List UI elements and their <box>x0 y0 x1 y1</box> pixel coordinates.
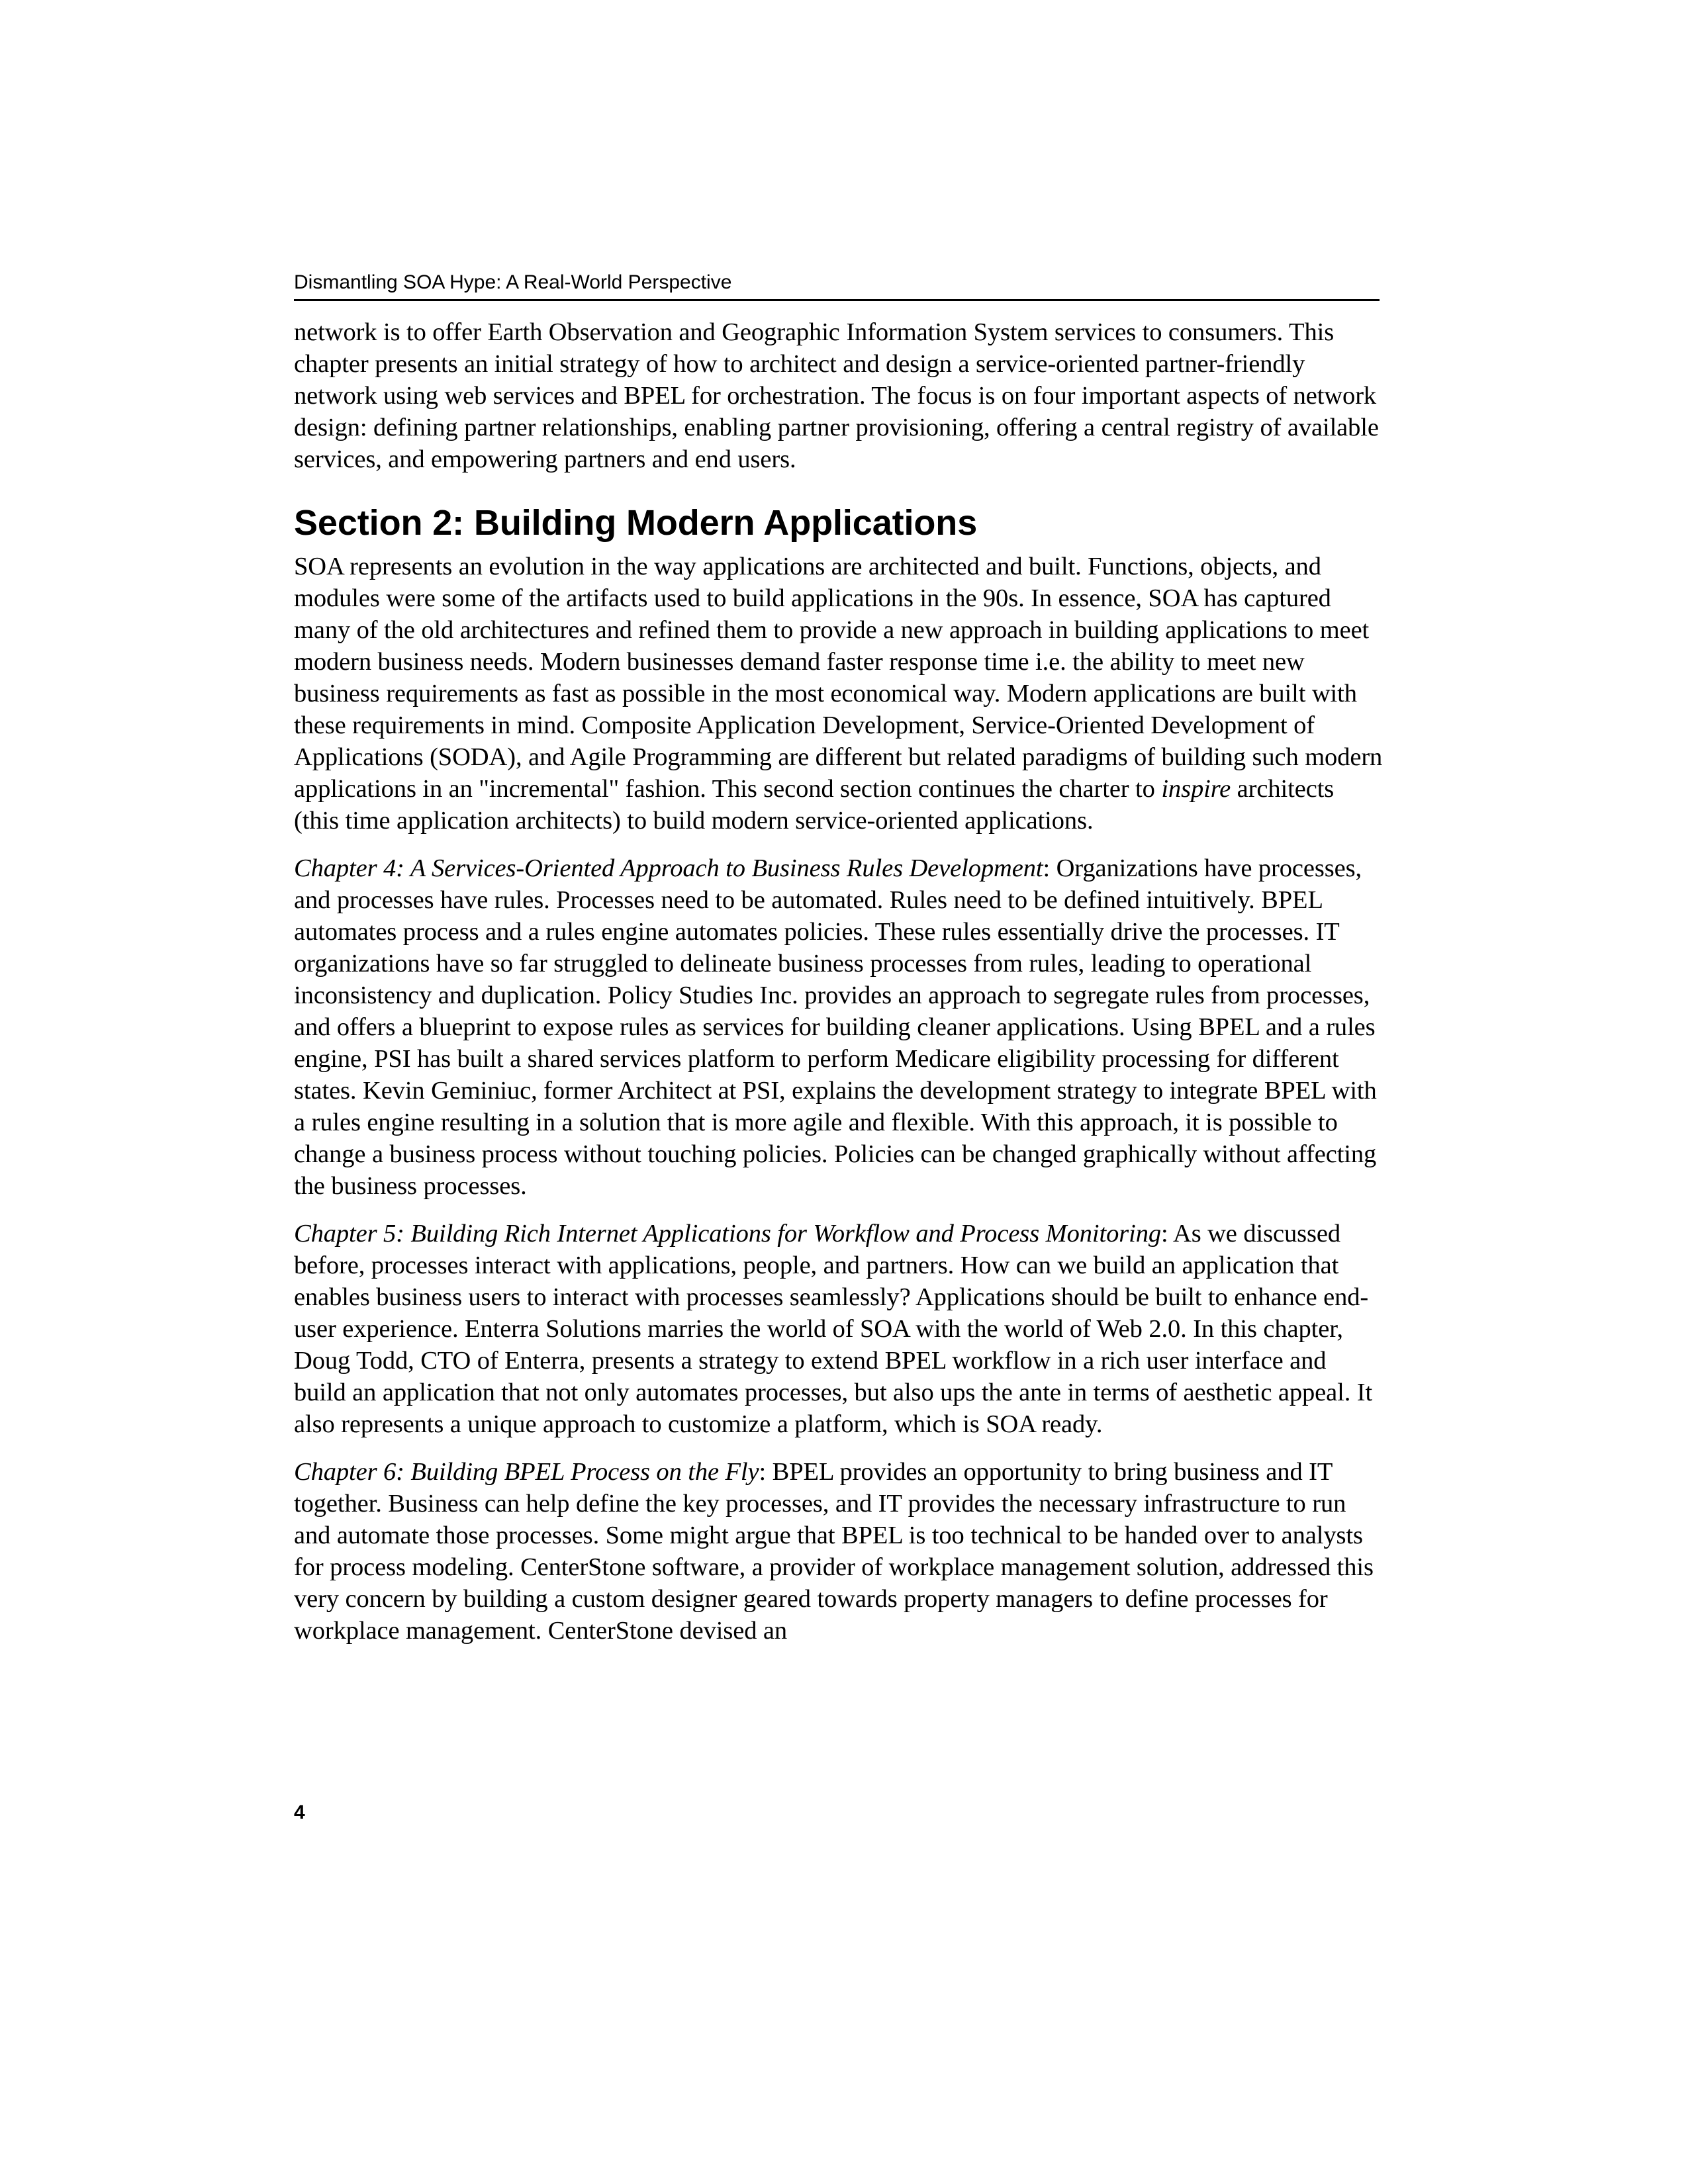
chapter-5-description: : As we discussed before, processes interact with applications, people, and partners. How can we build an application that enables business users to interact with processes seamlessly? Applications should be built to enhance end-user experience. Enterra Solutions marries the world of SOA with the world of Web 2.0. In this chapter, Doug Todd, CTO of Enterra, presents a strategy to extend BPEL workflow in a rich user interface and build an application that not only automates processes, but also ups the ante in terms of aesthetic appeal. It also represents a unique approach to customize a platform, which is SOA ready. <box>294 1220 1373 1438</box>
section-heading: Section 2: Building Modern Applications <box>294 503 978 543</box>
chapter-4-paragraph <box>294 852 1383 1202</box>
running-title: Dismantling SOA Hype: A Real-World Perspective <box>294 271 732 293</box>
page-body <box>294 316 1383 1647</box>
page-number: 4 <box>294 1801 305 1823</box>
overview-text-end: architects (this time application architects) to build modern service-oriented applications. <box>294 775 1335 835</box>
chapter-6-paragraph <box>294 1456 1383 1647</box>
overview-emphasis: inspire <box>1161 775 1231 803</box>
intro-paragraph: network is to offer Earth Observation and Geographic Information System services to consumers. This chapter presents an initial strategy of how to architect and design a service-oriented partner-friendly network using web services and BPEL for orchestration. The focus is on four important aspects of network design: defining partner relationships, enabling partner provisioning, offering a central registry of available services, and empowering partners and end users. <box>294 318 1379 473</box>
chapter-5-title: Chapter 5: Building Rich Internet Applications for Workflow and Process Monitoring <box>294 1220 1161 1248</box>
section-overview-paragraph <box>294 551 1383 837</box>
chapter-6-title: Chapter 6: Building BPEL Process on the Fly <box>294 1458 759 1486</box>
chapter-5-paragraph <box>294 1218 1383 1440</box>
chapter-4-title: Chapter 4: A Services-Oriented Approach to Business Rules Development <box>294 854 1043 882</box>
running-header <box>294 270 1380 301</box>
chapter-6-description: : BPEL provides an opportunity to bring business and IT together. Business can help define the key processes, and IT provides the necessary infrastructure to run and automate those processes. Some might argue that BPEL is too technical to be handed over to analysts for process modeling. CenterStone software, a provider of workplace management solution, addressed this very concern by building a custom designer geared towards property managers to define processes for workplace management. CenterStone devised an <box>294 1458 1374 1645</box>
overview-text-start: SOA represents an evolution in the way applications are architected and built. Functions, objects, and modules were some of the artifacts used to build applications in the 90s. In essence, SOA has captured many of the old architectures and refined them to provide a new approach in building applications to meet modern business needs. Modern businesses demand faster response time i.e. the ability to meet new business requirements as fast as possible in the most economical way. Modern applications are built with these requirements in mind. Composite Application Development, Service-Oriented Development of Applications (SODA), and Agile Programming are different but related paradigms of building such modern applications in an "incremental" fashion. This second section continues the charter to <box>294 553 1383 803</box>
chapter-4-description: : Organizations have processes, and processes have rules. Processes need to be automated. Rules need to be defined intuitively. BPEL automates process and a rules engine automates policies. These rules essentially drive the processes. IT organizations have so far struggled to delineate business processes from rules, leading to operational inconsistency and duplication. Policy Studies Inc. provides an approach to segregate rules from processes, and offers a blueprint to expose rules as services for building cleaner applications. Using BPEL and a rules engine, PSI has built a shared services platform to perform Medicare eligibility processing for different states. Kevin Geminiuc, former Architect at PSI, explains the development strategy to integrate BPEL with a rules engine resulting in a solution that is more agile and flexible. With this approach, it is possible to change a business process without touching policies. Policies can be changed graphically without affecting the business processes. <box>294 854 1377 1200</box>
